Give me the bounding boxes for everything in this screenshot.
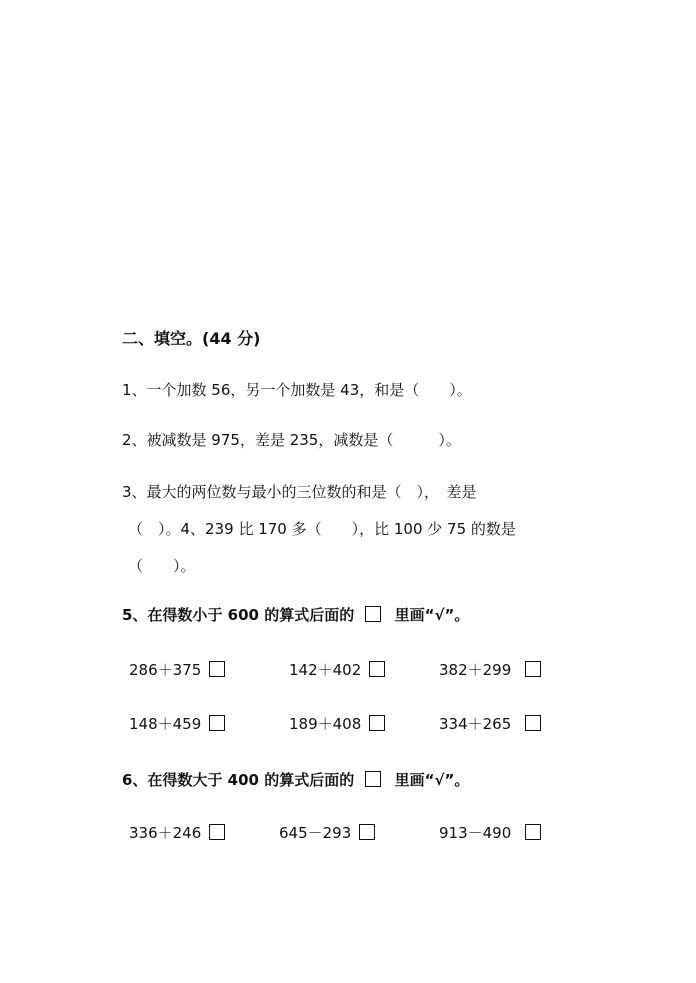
q5-expression-4	[129, 714, 225, 734]
q5-expression-6	[439, 714, 541, 734]
question-5-text-after: 里画“√”。	[394, 606, 470, 624]
question-6-text-before: 6、在得数大于 400 的算式后面的	[122, 771, 355, 789]
q6-expression-1	[129, 823, 225, 843]
q6-expression-2	[279, 823, 375, 843]
expression-text: 142＋402	[289, 661, 362, 679]
question-3-line-2: （ ）。4、239 比 170 多（ ），比 100 少 75 的数是	[128, 520, 516, 538]
question-6-instruction	[122, 770, 469, 790]
answer-box-icon	[365, 606, 381, 622]
question-1: 1、一个加数 56，另一个加数是 43，和是（ ）。	[122, 381, 472, 399]
check-box[interactable]	[209, 824, 225, 840]
check-box[interactable]	[209, 715, 225, 731]
expression-text: 645－293	[279, 824, 352, 842]
check-box[interactable]	[369, 715, 385, 731]
check-box[interactable]	[369, 661, 385, 677]
question-2: 2、被减数是 975，差是 235，减数是（ ）。	[122, 431, 461, 449]
check-box[interactable]	[209, 661, 225, 677]
question-3-line-1: 3、最大的两位数与最小的三位数的和是（ ）， 差是	[122, 483, 477, 501]
expression-text: 286＋375	[129, 661, 202, 679]
question-5-instruction	[122, 605, 469, 625]
q5-expression-2	[289, 660, 385, 680]
expression-text: 148＋459	[129, 715, 202, 733]
expression-text: 334＋265	[439, 715, 512, 733]
q5-expression-5	[289, 714, 385, 734]
answer-box-icon	[365, 771, 381, 787]
check-box[interactable]	[525, 824, 541, 840]
expression-text: 336＋246	[129, 824, 202, 842]
question-6-text-after: 里画“√”。	[394, 771, 470, 789]
q6-expression-3	[439, 823, 541, 843]
expression-text: 382＋299	[439, 661, 512, 679]
check-box[interactable]	[359, 824, 375, 840]
check-box[interactable]	[525, 715, 541, 731]
q5-expression-1	[129, 660, 225, 680]
expression-text: 189＋408	[289, 715, 362, 733]
check-box[interactable]	[525, 661, 541, 677]
expression-text: 913－490	[439, 824, 512, 842]
q5-expression-3	[439, 660, 541, 680]
question-3-line-3: （ ）。	[128, 557, 196, 575]
question-5-text-before: 5、在得数小于 600 的算式后面的	[122, 606, 355, 624]
section-title: 二、填空。(44 分)	[122, 329, 261, 348]
